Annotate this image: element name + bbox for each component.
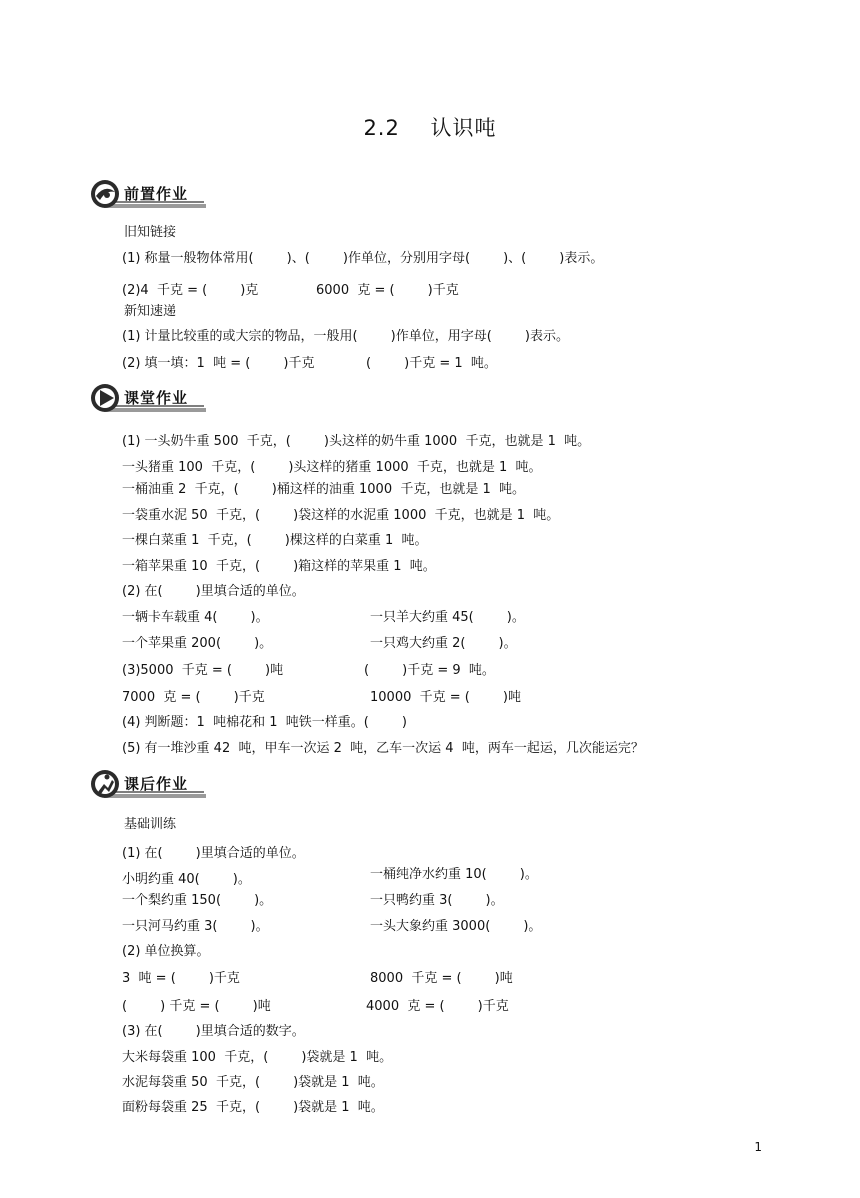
question-text: (3)5000 千克 = ( )吨 — [122, 663, 284, 678]
question-text: 一辆卡车载重 4( )。 — [122, 610, 269, 625]
heading-new-knowledge: 新知速递 — [124, 304, 177, 319]
question-text: 大米每袋重 100 千克，( )袋就是 1 吨。 — [122, 1050, 393, 1065]
question-text: 小明约重 40( )。 — [122, 872, 251, 887]
heading-basic-training: 基础训练 — [124, 817, 177, 832]
question-text: 一桶油重 2 千克，( )桶这样的油重 1000 千克，也就是 1 吨。 — [122, 482, 526, 497]
question-text: ( )千克 = 1 吨。 — [366, 356, 497, 371]
section-banner-pre — [88, 178, 210, 212]
section-banner-after — [88, 768, 210, 802]
question-text: 一个苹果重 200( )。 — [122, 636, 273, 651]
question-text: 面粉每袋重 25 千克，( )袋就是 1 吨。 — [122, 1100, 384, 1115]
question-text: 一个梨约重 150( )。 — [122, 893, 273, 908]
section-title-after: 课后作业 — [124, 775, 189, 793]
question-text: (5) 有一堆沙重 42 吨，甲车一次运 2 吨，乙车一次运 4 吨，两车一起运，几次能运完？ — [122, 741, 644, 756]
question-text: 3 吨 = ( )千克 — [122, 971, 240, 986]
question-text: 一袋重水泥 50 千克，( )袋这样的水泥重 1000 千克，也就是 1 吨。 — [122, 508, 560, 523]
section-title-pre: 前置作业 — [124, 185, 189, 203]
question-text: 一只鸭约重 3( )。 — [370, 893, 504, 908]
question-text: (1) 称量一般物体常用( )、( )作单位，分别用字母( )、( )表示。 — [122, 251, 604, 266]
question-text: 8000 千克 = ( )吨 — [370, 971, 513, 986]
question-text: ( )千克 = 9 吨。 — [364, 663, 495, 678]
question-text: 一只羊大约重 45( )。 — [370, 610, 525, 625]
question-text: (1) 在( )里填合适的单位。 — [122, 846, 305, 861]
question-text: 10000 千克 = ( )吨 — [370, 690, 521, 705]
question-text: 一头猪重 100 千克，( )头这样的猪重 1000 千克，也就是 1 吨。 — [122, 460, 542, 475]
question-text: 一箱苹果重 10 千克，( )箱这样的苹果重 1 吨。 — [122, 559, 436, 574]
question-text: 一只河马约重 3( )。 — [122, 919, 269, 934]
page-title: 2.2 认识吨 — [363, 116, 497, 140]
question-text: ( ) 千克 = ( )吨 — [122, 999, 271, 1014]
question-text: (1) 一头奶牛重 500 千克，( )头这样的奶牛重 1000 千克，也就是 1 吨。 — [122, 434, 591, 449]
question-text: (1) 计量比较重的或大宗的物品，一般用( )作单位，用字母( )表示。 — [122, 329, 569, 344]
question-text: (4) 判断题：1 吨棉花和 1 吨铁一样重。( ) — [122, 715, 407, 730]
page-number: 1 — [754, 1140, 762, 1154]
question-text: 水泥每袋重 50 千克，( )袋就是 1 吨。 — [122, 1075, 384, 1090]
question-text: 7000 克 = ( )千克 — [122, 690, 265, 705]
heading-old-knowledge: 旧知链接 — [124, 225, 177, 240]
section-banner-class — [88, 382, 210, 416]
question-text: (2) 在( )里填合适的单位。 — [122, 584, 305, 599]
question-text: 6000 克 = ( )千克 — [316, 283, 459, 298]
question-text: 一棵白菜重 1 千克，( )棵这样的白菜重 1 吨。 — [122, 533, 428, 548]
question-text: 一头大象约重 3000( )。 — [370, 919, 542, 934]
question-text: (2) 填一填：1 吨 = ( )千克 — [122, 356, 315, 371]
question-text: 一只鸡大约重 2( )。 — [370, 636, 517, 651]
question-text: (2)4 千克 = ( )克 — [122, 283, 259, 298]
question-text: 4000 克 = ( )千克 — [366, 999, 509, 1014]
section-title-class: 课堂作业 — [124, 389, 189, 407]
question-text: (3) 在( )里填合适的数字。 — [122, 1024, 305, 1039]
question-text: (2) 单位换算。 — [122, 944, 210, 959]
question-text: 一桶纯净水约重 10( )。 — [370, 867, 538, 882]
